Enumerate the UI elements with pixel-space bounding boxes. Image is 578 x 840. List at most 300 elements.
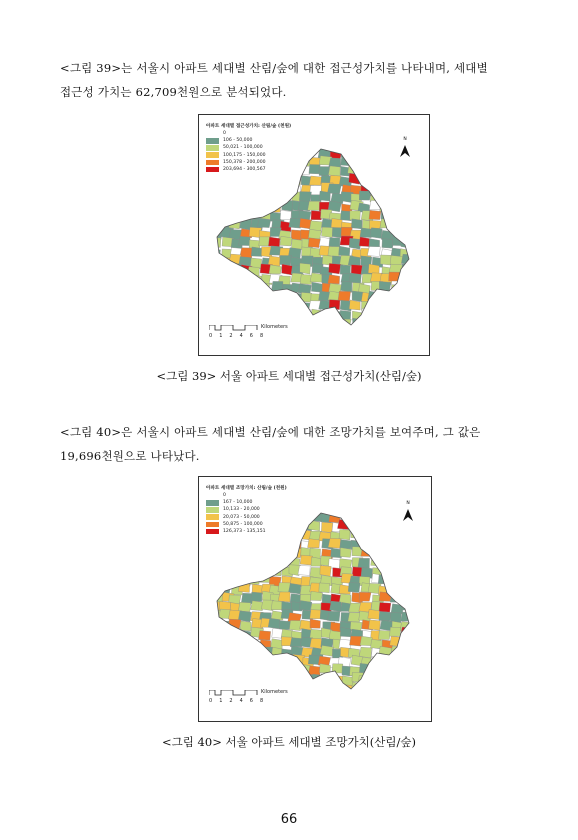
map-district (300, 555, 313, 565)
map-district (369, 210, 381, 219)
map-district (379, 146, 391, 157)
map-district (259, 667, 271, 677)
map-district (270, 173, 283, 184)
map-district (381, 513, 394, 523)
map-district (229, 666, 242, 675)
map-district (410, 637, 422, 646)
map-district (388, 185, 400, 194)
map-district (407, 293, 420, 303)
map-district (382, 655, 393, 665)
map-district (229, 274, 242, 284)
map-district (408, 256, 420, 266)
map-district (209, 309, 221, 319)
map-district (398, 275, 411, 285)
scale-bar (209, 689, 288, 704)
map-district (271, 550, 282, 559)
map-district (319, 167, 329, 176)
map-district (368, 139, 380, 149)
map-district (220, 655, 232, 666)
map-district (371, 317, 383, 327)
map-district (400, 185, 412, 194)
map-district (228, 648, 240, 658)
map-district (213, 631, 224, 642)
map-district (389, 565, 400, 575)
map-district (390, 583, 402, 593)
map-district (301, 326, 314, 335)
scale-tick-label: 1 (219, 333, 223, 339)
map-district (219, 302, 231, 312)
map-district (308, 520, 320, 531)
north-arrow-icon (400, 145, 410, 157)
map-district (370, 503, 382, 512)
map-district (210, 654, 222, 664)
map-district (381, 292, 393, 303)
scale-bar (209, 324, 288, 339)
map-district (401, 167, 414, 177)
page-number: 66 (280, 812, 298, 827)
map-district (402, 685, 414, 694)
map-district (352, 327, 364, 338)
map-district (250, 601, 262, 611)
map-district (352, 318, 363, 327)
legend-item (206, 521, 287, 528)
map-district (211, 577, 223, 587)
map-district (271, 674, 284, 685)
map-district (350, 503, 361, 513)
map-district (390, 255, 403, 265)
map-district (391, 654, 401, 664)
map-district (261, 186, 273, 195)
paragraph-line: <그림 40>은 서울시 아파트 세대별 산림/숲에 대한 조망가치를 보여주며, 그 값은 (60, 425, 481, 439)
map-district (310, 591, 322, 600)
map-legend (206, 123, 291, 173)
map-district (368, 520, 380, 529)
map-district (400, 566, 413, 575)
map-district (379, 646, 392, 656)
map-district (240, 621, 251, 631)
map-district (380, 549, 392, 560)
legend-label: 100,175 - 150,000 (223, 152, 266, 158)
map-district (379, 611, 392, 621)
map-district (391, 693, 402, 702)
legend-item (206, 506, 287, 513)
map-district (231, 656, 243, 667)
legend-label: 126,373 - 135,151 (223, 529, 266, 535)
map-district (298, 504, 310, 514)
map-district (209, 203, 220, 213)
map-district (410, 656, 421, 665)
map-district (281, 177, 292, 188)
map-district (350, 512, 362, 521)
legend-swatch (206, 507, 219, 513)
map-district (370, 174, 382, 184)
scale-unit: Kilometers (261, 689, 288, 695)
map-district (402, 594, 415, 605)
map-district (391, 575, 403, 585)
map-district (221, 665, 233, 676)
map-district (400, 531, 412, 542)
map-district (361, 547, 373, 556)
map-district (261, 311, 273, 321)
map-district (250, 284, 262, 294)
map-district (260, 549, 272, 560)
map-district (361, 319, 372, 330)
map-district (388, 330, 401, 340)
map-district (368, 264, 379, 274)
map-district (300, 601, 312, 611)
scale-tick-label: 6 (249, 698, 253, 704)
map-district (389, 549, 400, 559)
map-district (369, 329, 381, 339)
map-district (361, 165, 374, 175)
map-district (249, 663, 261, 673)
map-district (238, 184, 251, 194)
map-district (410, 647, 423, 656)
map-district (409, 237, 421, 248)
map-district (230, 284, 242, 294)
scale-tick-label: 2 (229, 333, 233, 339)
map-district (348, 583, 360, 593)
map-district (412, 537, 423, 546)
map-district (410, 146, 421, 156)
map-district (279, 674, 291, 684)
map-district (388, 667, 402, 676)
map-district (278, 583, 290, 593)
map-district (400, 656, 412, 667)
legend-item (206, 152, 291, 159)
map-district (279, 621, 291, 630)
map-district (409, 283, 420, 292)
map-district (382, 522, 395, 532)
map-district (351, 529, 361, 538)
map-district (310, 681, 321, 692)
map-district (408, 176, 421, 187)
map-district (281, 656, 293, 666)
map-district (223, 203, 235, 213)
map-district (407, 249, 421, 259)
map-district (258, 631, 270, 640)
map-district (382, 504, 394, 513)
map-district (248, 174, 259, 184)
map-district (249, 291, 261, 300)
map-district (222, 174, 233, 183)
map-district (210, 302, 221, 311)
map-district (358, 558, 370, 568)
map-district (329, 631, 341, 640)
map-district (393, 312, 405, 322)
north-arrow (400, 137, 410, 161)
scale-tick-label: 4 (239, 698, 243, 704)
map-district (379, 592, 392, 602)
map-district (289, 319, 300, 329)
map-district (382, 319, 394, 330)
map-district (248, 202, 260, 212)
map-district (252, 309, 262, 318)
map-district (241, 176, 251, 187)
map-district (241, 285, 254, 294)
map-district (402, 601, 414, 610)
map-district (367, 683, 380, 693)
map-district (218, 568, 229, 577)
map-district (240, 636, 253, 646)
legend-swatch (206, 167, 219, 173)
map-district (221, 539, 234, 549)
map-district (398, 583, 409, 593)
map-district (390, 683, 403, 693)
legend-zero: 0 (223, 493, 226, 499)
map-district (291, 299, 301, 308)
map-district (359, 522, 371, 531)
map-district (391, 167, 401, 177)
map-district (378, 558, 391, 568)
map-district (379, 682, 390, 692)
map-district (222, 556, 235, 566)
map-district (391, 292, 402, 303)
map-district (209, 282, 220, 291)
scale-tick-label: 0 (209, 333, 213, 339)
scale-tick-label: 4 (239, 333, 243, 339)
map-district (253, 184, 263, 194)
map-district (401, 577, 413, 587)
map-district (289, 293, 302, 304)
map-district (339, 694, 352, 704)
map-district (241, 273, 253, 282)
legend-swatch (206, 522, 219, 528)
map-district (248, 194, 261, 203)
map-district (339, 328, 350, 338)
map-district (328, 263, 340, 274)
map-district (250, 556, 261, 567)
map-district (229, 195, 241, 206)
map-district (310, 273, 322, 282)
legend-swatch (206, 138, 219, 144)
map-district (290, 676, 303, 685)
map-district (411, 664, 424, 674)
map-district (232, 311, 242, 321)
map-district (400, 310, 410, 320)
map-district (411, 299, 422, 309)
map-district (369, 666, 382, 676)
map-district (332, 318, 343, 329)
map-district (290, 685, 302, 696)
map-district (349, 138, 360, 148)
map-district (210, 638, 223, 648)
map-district (381, 185, 393, 195)
map-district (301, 140, 312, 151)
map-district (388, 673, 399, 683)
map-district (330, 601, 342, 611)
map-district (368, 147, 381, 157)
north-label: N (403, 137, 407, 142)
map-district (259, 654, 273, 664)
north-label: N (406, 501, 410, 506)
map-district (321, 312, 332, 321)
map-district (309, 137, 322, 148)
map-district (272, 281, 283, 290)
scale-tick-label: 0 (209, 698, 213, 704)
map-district (247, 267, 259, 277)
map-district (379, 603, 391, 613)
map-district (232, 567, 244, 578)
map-district (238, 236, 250, 245)
legend-swatch (206, 145, 219, 151)
map-district (320, 684, 332, 694)
map-district (340, 540, 352, 549)
map-district (382, 565, 394, 575)
map-district (209, 541, 222, 551)
map-district (282, 547, 293, 557)
map-district (391, 303, 404, 313)
map-district (269, 293, 281, 303)
map-district (348, 256, 360, 266)
map-district (328, 166, 340, 177)
map-district (390, 636, 403, 646)
map-district (410, 531, 422, 541)
map-district (379, 311, 391, 322)
map-legend (206, 485, 287, 535)
map-district (328, 538, 341, 548)
map-district (300, 149, 311, 158)
map-figure-39 (198, 114, 430, 356)
map-district (332, 684, 342, 693)
legend-label: 203,694 - 300,567 (223, 167, 266, 173)
map-district (279, 302, 291, 312)
map-district (400, 213, 412, 222)
legend-item (206, 514, 287, 521)
map-district (391, 285, 401, 296)
map-district (408, 557, 421, 566)
map-district (379, 531, 390, 542)
map-district (209, 557, 222, 567)
legend-swatch (206, 529, 219, 535)
map-district (228, 201, 241, 211)
legend-label: 50,875 - 100,000 (223, 521, 263, 527)
map-district (379, 630, 391, 639)
map-district (319, 501, 331, 511)
legend-label: 150,378 - 200,000 (223, 159, 266, 165)
map-district (410, 317, 423, 327)
map-district (220, 291, 232, 302)
legend-item (206, 528, 287, 535)
map-district (360, 684, 374, 694)
paragraph-figure39 (60, 56, 530, 104)
map-district (212, 582, 224, 592)
map-district (308, 655, 319, 665)
scale-bar-graphic (209, 325, 261, 331)
paragraph-figure40 (60, 420, 530, 468)
map-district (381, 175, 392, 185)
map-district (268, 237, 280, 247)
map-district (410, 185, 423, 194)
map-district (241, 565, 253, 576)
map-district (400, 194, 412, 204)
map-district (209, 191, 221, 200)
map-district (391, 540, 403, 549)
map-district (258, 539, 272, 548)
map-district (269, 309, 280, 320)
map-district (410, 211, 423, 221)
map-district (229, 675, 241, 685)
map-district (238, 547, 251, 558)
map-district (218, 183, 230, 194)
map-district (408, 276, 422, 287)
map-district (380, 141, 392, 150)
map-district (281, 539, 293, 550)
map-district (399, 231, 411, 241)
map-district (278, 592, 290, 602)
map-district (361, 328, 373, 337)
map-district (401, 550, 413, 560)
map-district (410, 627, 423, 638)
legend-title: 아파트 세대별 조망가치: 산림/숲 (천원) (206, 486, 287, 491)
map-district (231, 637, 243, 648)
map-district (329, 690, 341, 700)
map-district (328, 247, 340, 257)
map-district (308, 229, 321, 239)
map-district (362, 137, 372, 147)
map-district (219, 575, 230, 586)
map-district (331, 502, 343, 513)
map-district (409, 549, 420, 560)
map-district (320, 645, 334, 656)
map-district (412, 311, 423, 322)
map-district (399, 293, 412, 304)
map-district (242, 649, 253, 660)
map-district (257, 218, 270, 228)
map-district (222, 210, 234, 220)
map-district (222, 627, 233, 637)
map-district (361, 541, 372, 550)
north-arrow (403, 501, 413, 525)
map-district (238, 657, 250, 667)
map-district (308, 666, 321, 675)
map-district (389, 529, 402, 540)
map-district (280, 291, 292, 302)
map-district (329, 238, 340, 247)
map-district (208, 548, 220, 559)
map-district (251, 592, 262, 601)
map-district (392, 320, 405, 330)
map-district (359, 191, 371, 200)
legend-label: 10,133 - 20,000 (223, 507, 260, 513)
map-district (239, 301, 251, 312)
map-district (378, 664, 391, 674)
legend-label: 106 - 50,000 (223, 138, 253, 144)
map-district (360, 636, 372, 645)
map-district (378, 575, 390, 585)
map-district (349, 300, 360, 310)
map-district (412, 683, 423, 692)
map-district (252, 550, 262, 560)
legend-swatch (206, 500, 219, 506)
map-district (341, 156, 354, 166)
map-district (210, 212, 223, 223)
map-district (342, 512, 354, 522)
map-district (402, 673, 412, 683)
map-district (409, 693, 422, 702)
map-district (371, 538, 384, 548)
map-district (321, 320, 332, 330)
map-district (269, 194, 280, 204)
map-district (402, 264, 413, 273)
map-district (212, 263, 223, 272)
map-district (321, 522, 333, 533)
legend-title: 아파트 세대별 접근성가치: 산림/숲 (천원) (206, 124, 292, 129)
map-district (367, 247, 380, 257)
map-district (342, 505, 354, 514)
map-district (369, 691, 381, 701)
map-district (359, 693, 371, 702)
